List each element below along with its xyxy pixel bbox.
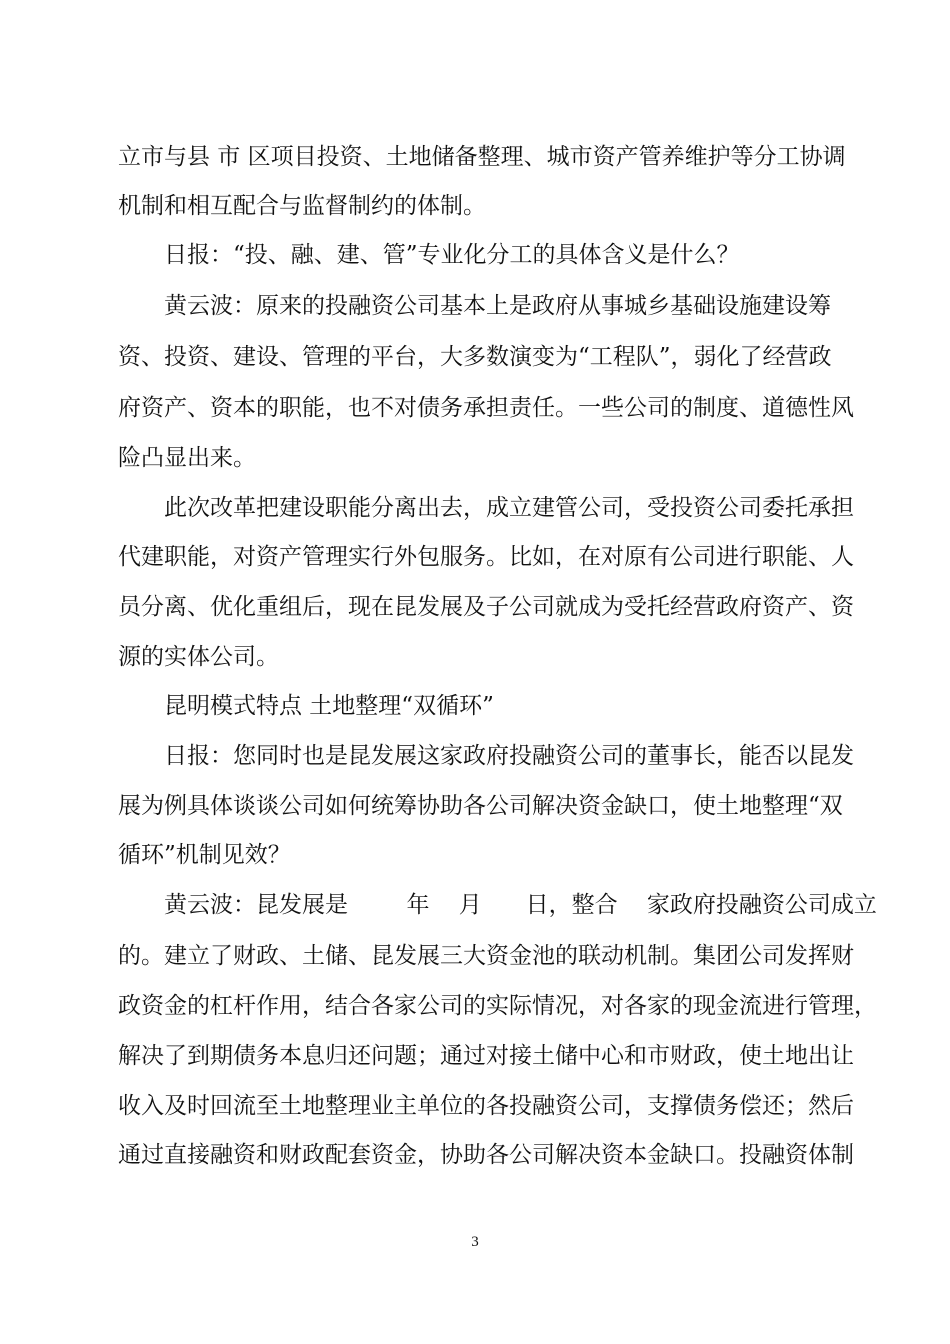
text-line: 日报：您同时也是昆发展这家政府投融资公司的董事长，能否以昆发 [164, 743, 854, 769]
text-line: 的。建立了财政、土储、昆发展三大资金池的联动机制。集团公司发挥财 [118, 943, 854, 969]
text-line: 源的实体公司。 [118, 644, 279, 670]
text-line: 此次改革把建设职能分离出去，成立建管公司，受投资公司委托承担 [164, 495, 854, 521]
text-line: 员分离、优化重组后，现在昆发展及子公司就成为受托经营政府资产、资 [118, 594, 854, 620]
text-line: 资、投资、建设、管理的平台，大多数演变为“工程队”，弱化了经营政 [118, 344, 832, 370]
text-line: 解决了到期债务本息归还问题；通过对接土储中心和市财政，使土地出让 [118, 1043, 854, 1069]
text-line: 收入及时回流至土地整理业主单位的各投融资公司，支撑债务偿还；然后 [118, 1093, 854, 1119]
text-line: 通过直接融资和财政配套资金，协助各公司解决资本金缺口。投融资体制 [118, 1142, 854, 1168]
text-line: 政资金的杠杆作用，结合各家公司的实际情况，对各家的现金流进行管理， [118, 993, 877, 1019]
text-line: 府资产、资本的职能，也不对债务承担责任。一些公司的制度、道德性风 [118, 395, 854, 421]
section-heading: 昆明模式特点 土地整理“双循环” [164, 693, 494, 719]
text-line: 展为例具体谈谈公司如何统筹协助各公司解决资金缺口，使土地整理“双 [118, 793, 843, 819]
text-line: 代建职能，对资产管理实行外包服务。比如，在对原有公司进行职能、人 [118, 544, 854, 570]
text-line: 机制和相互配合与监督制约的体制。 [118, 193, 486, 219]
text-line: 日报：“投、融、建、管”专业化分工的具体含义是什么？ [164, 242, 740, 268]
text-line: 循环”机制见效？ [118, 842, 291, 868]
text-line: 险凸显出来。 [118, 445, 256, 471]
text-line: 黄云波：昆发展是 年 月 日，整合 家政府投融资公司成立 [164, 892, 877, 918]
text-line: 立市与县 市 区项目投资、土地储备整理、城市资产管养维护等分工协调 [118, 144, 846, 170]
page-number: 3 [471, 1234, 479, 1250]
text-line: 黄云波：原来的投融资公司基本上是政府从事城乡基础设施建设筹 [164, 293, 831, 319]
